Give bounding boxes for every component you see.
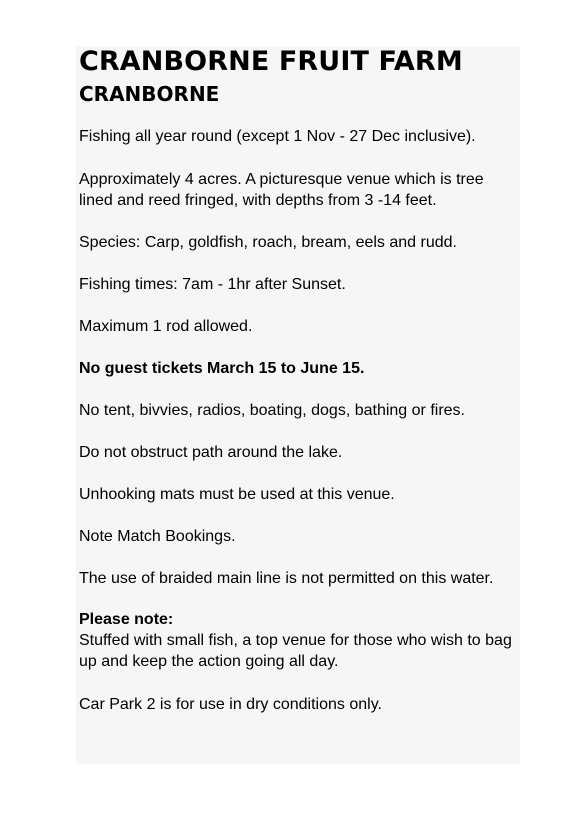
- species-text: Species: Carp, goldfish, roach, bream, eels and rudd.: [79, 234, 457, 251]
- please-note-text: Stuffed with small fish, a top venue for those who wish to bag up and keep the action going all day.: [79, 632, 512, 670]
- match-bookings-text: Note Match Bookings.: [79, 528, 236, 545]
- document-content: [79, 44, 519, 715]
- rod-limit-text: Maximum 1 rod allowed.: [79, 318, 253, 335]
- please-note-heading: Please note:: [79, 611, 174, 628]
- path-rule-text: Do not obstruct path around the lake.: [79, 444, 343, 461]
- venue-description: Approximately 4 acres. A picturesque venue which is tree lined and reed fringed, with depths from 3 -14 feet.: [79, 171, 484, 209]
- fishing-times-text: Fishing times: 7am - 1hr after Sunset.: [79, 276, 346, 293]
- guest-tickets-notice: No guest tickets March 15 to June 15.: [79, 360, 365, 377]
- braided-line-text: The use of braided main line is not permitted on this water.: [79, 570, 494, 587]
- document-title: CRANBORNE FRUIT FARM: [79, 46, 463, 77]
- unhooking-mats-text: Unhooking mats must be used at this venue.: [79, 486, 395, 503]
- car-park-text: Car Park 2 is for use in dry conditions only.: [79, 696, 382, 713]
- prohibitions-text: No tent, bivvies, radios, boating, dogs, bathing or fires.: [79, 402, 465, 419]
- season-text: Fishing all year round (except 1 Nov - 27 Dec inclusive).: [79, 128, 476, 145]
- document-subtitle: CRANBORNE: [79, 82, 220, 106]
